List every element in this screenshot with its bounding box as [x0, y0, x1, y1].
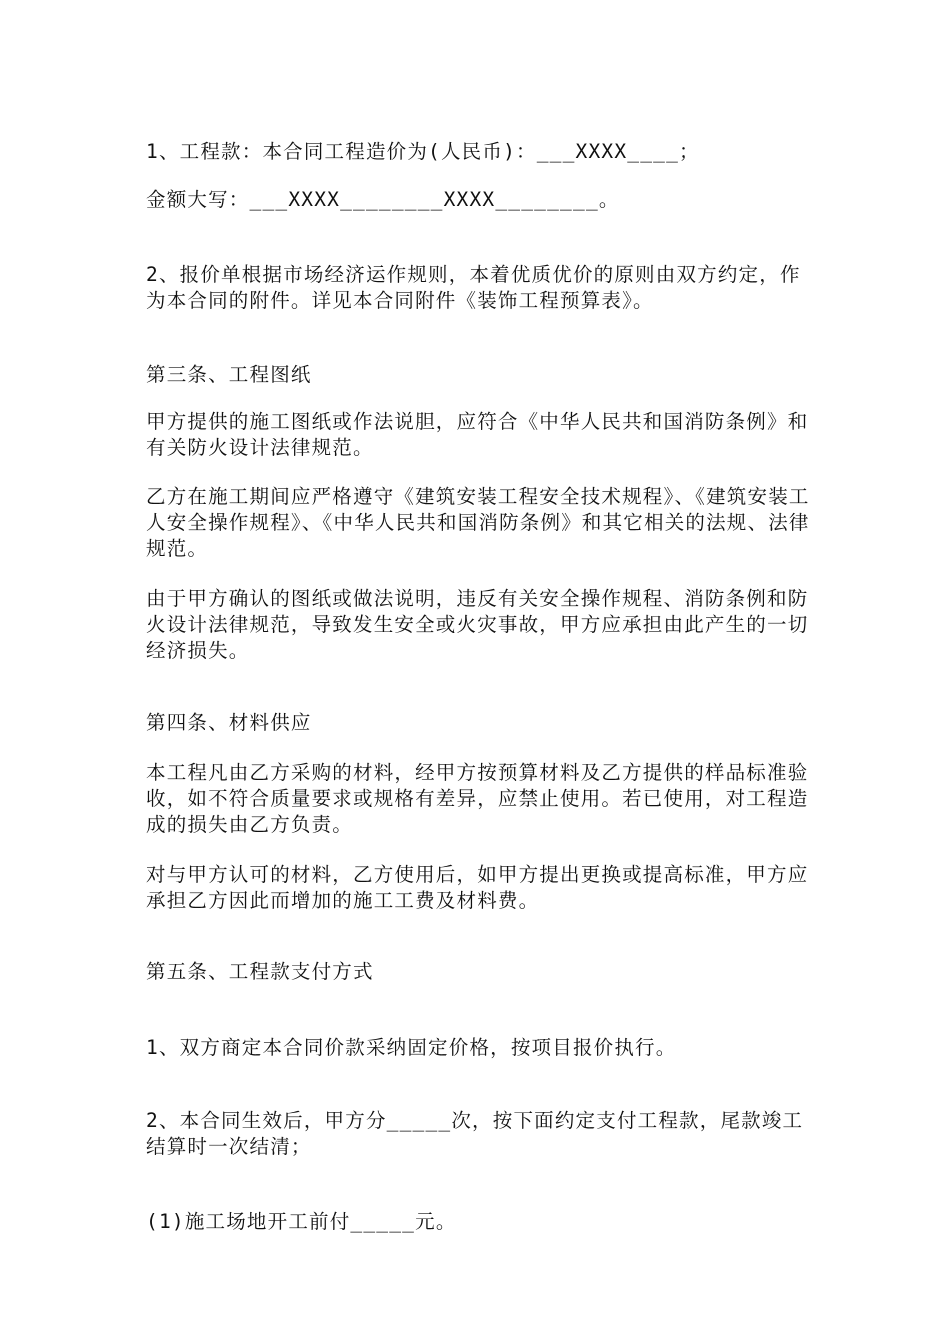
paragraph-installments: 2、本合同生效后，甲方分_____次，按下面约定支付工程款，尾款竣工结算时一次结清； [146, 1109, 804, 1158]
heading-article-5: 第五条、工程款支付方式 [146, 960, 374, 983]
paragraph-liability: 由于甲方确认的图纸或做法说明，违反有关安全操作规程、消防条例和防火设计法律规范，导致发生安全或火灾事故，甲方应承担由此产生的一切经济损失。 [146, 587, 809, 662]
paragraph-quotation: 2、报价单根据市场经济运作规则，本着优质优价的原则由双方约定，作为本合同的附件。详见本合同附件《装饰工程预算表》。 [146, 263, 801, 312]
heading-article-3: 第三条、工程图纸 [146, 363, 312, 386]
paragraph-drawings: 甲方提供的施工图纸或作法说胆，应符合《中华人民共和国消防条例》和有关防火设计法律规范。 [146, 410, 809, 459]
paragraph-safety-rules: 乙方在施工期间应严格遵守《建筑安装工程安全技术规程》、《建筑安装工人安全操作规程》、《中华人民共和国消防条例》和其它相关的法规、法律规范。 [146, 485, 810, 560]
paragraph-amount-in-words: 金额大写：___XXXX________XXXX________。 [146, 188, 620, 211]
paragraph-material-inspection: 本工程凡由乙方采购的材料，经甲方按预算材料及乙方提供的样品标准验收，如不符合质量要求或规格有差异，应禁止使用。若已使用，对工程造成的损失由乙方负责。 [146, 761, 809, 836]
paragraph-first-payment: (1)施工场地开工前付_____元。 [146, 1210, 457, 1233]
paragraph-fixed-price: 1、双方商定本合同价款采纳固定价格，按项目报价执行。 [146, 1036, 677, 1059]
paragraph-payment-amount: 1、工程款：本合同工程造价为(人民币)：___XXXX____； [146, 140, 700, 163]
heading-article-4: 第四条、材料供应 [146, 711, 312, 734]
paragraph-material-replacement: 对与甲方认可的材料，乙方使用后，如甲方提出更换或提高标准，甲方应承担乙方因此而增加的施工工费及材料费。 [146, 863, 809, 912]
